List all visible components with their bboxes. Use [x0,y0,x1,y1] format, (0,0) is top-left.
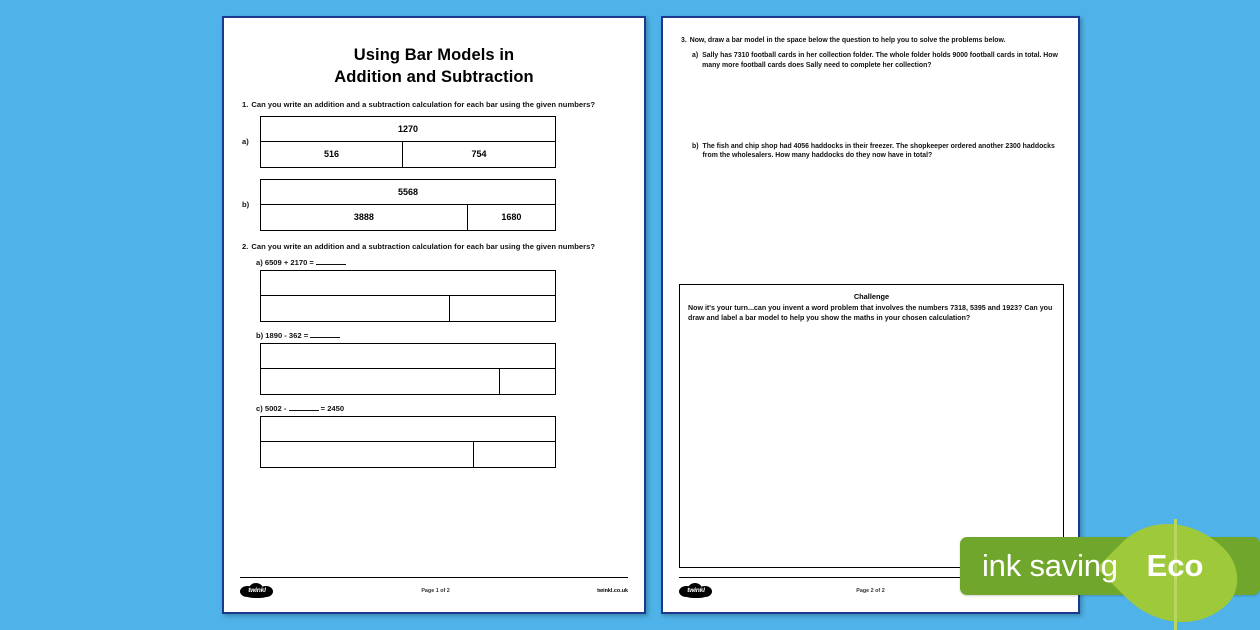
question-2c-answer-blank[interactable] [289,404,319,411]
question-2a-label [256,258,626,267]
question-2-text: Can you write an addition and a subtraction calculation for each bar using the given numbers? [251,241,596,251]
question-3b-workspace[interactable] [681,160,1060,200]
question-2c-expression-pre: c) 5002 - [256,403,287,413]
question-2-number: 2. [242,241,249,251]
bar-model-2b-whole-row[interactable] [260,343,556,369]
bar-model-1b [242,179,538,231]
bar-model-2a-part-2[interactable] [449,296,555,321]
bar-model-1b-part-2: 1680 [467,205,555,230]
question-3a [692,51,1060,70]
question-2b-label [256,331,626,340]
question-3a-text: Sally has 7310 football cards in her collection folder. The whole folder holds 9000 football cards in total. How many more football cards does Sally need to complete her collection? [702,52,1058,69]
question-3b [692,142,1060,161]
page-1-footer [240,577,628,598]
question-2c-label [256,404,626,413]
bar-model-1a-whole: 1270 [397,123,419,134]
question-1-number: 1. [242,99,249,109]
question-3a-workspace[interactable] [681,70,1060,142]
question-1-text: Can you write an addition and a subtraction calculation for each bar using the given numbers? [251,99,596,109]
bar-model-1a-bars [260,116,556,168]
question-2a-expression: a) 6509 + 2170 = [256,257,314,267]
twinkl-logo-icon [240,583,274,598]
bar-model-1a-letter: a) [242,137,249,147]
bar-model-1a-whole-row [260,116,556,142]
question-3a-label: a) [692,52,699,60]
bar-model-2a-parts-row[interactable] [260,296,556,322]
ink-saving-eco-badge [960,537,1260,595]
bar-model-2c-part-2[interactable] [473,442,555,467]
bar-model-1a-part-2: 754 [402,142,555,167]
challenge-text-part-2: the maths in your chosen calculation? [838,313,971,322]
bar-model-2b-whole[interactable] [261,344,555,368]
eco-badge-text: ink saving [982,548,1118,583]
worksheet-page-2[interactable] [661,16,1080,614]
bar-model-1b-whole: 5568 [397,186,419,197]
bar-model-1a-part-1: 516 [324,149,340,160]
page-1-page-number: Page 1 of 2 [421,587,450,594]
page-title [242,44,626,89]
page-1-content [224,18,644,612]
bar-model-1a-parts-row [260,142,556,168]
bar-model-2c[interactable] [260,416,556,468]
bar-model-2c-whole-row[interactable] [260,416,556,442]
question-3b-label: b) [692,142,699,150]
challenge-text-part-1: Now it's your turn...can you invent a word problem that involves the numbers 7318, 5395 and 1923? Can you draw and label a bar model to help you [688,304,1053,322]
page-2-page-number: Page 2 of 2 [856,587,885,594]
question-2c-expression-post: = 2450 [320,403,345,413]
question-1 [242,100,626,110]
worksheet-page-1[interactable] [222,16,646,614]
bar-model-1b-part-1: 3888 [353,212,374,223]
challenge-title: Challenge [853,292,890,301]
twinkl-logo-text: twinkl [687,587,705,594]
page-1-footer-url: twinkl.co.uk [597,587,628,594]
bar-model-1b-whole-row [260,179,556,205]
question-2a-answer-blank[interactable] [316,258,346,265]
twinkl-logo-icon [679,583,713,598]
bar-model-1b-letter: b) [242,200,250,210]
bar-model-2c-whole[interactable] [261,417,555,441]
bar-model-2b[interactable] [260,343,556,395]
question-3b-text: The fish and chip shop had 4056 haddocks in their freezer. The shopkeeper ordered another 2300 haddocks from the wholesalers. How many haddocks do they now have in total? [702,142,1055,159]
challenge-box[interactable] [679,284,1064,568]
bar-model-2b-parts-row[interactable] [260,369,556,395]
question-2 [242,242,626,252]
bar-model-2b-part-1[interactable] [261,369,499,394]
bar-model-2c-parts-row[interactable] [260,442,556,468]
bar-model-1a [242,116,538,168]
question-3-number: 3. [681,37,687,44]
bar-model-1b-parts-row [260,205,556,231]
challenge-text-emphasis: show [820,313,839,322]
page-title-line-2: Addition and Subtraction [334,68,534,87]
bar-model-2b-part-2[interactable] [499,369,555,394]
question-1-bar-models [242,116,538,231]
page-title-line-1: Using Bar Models in [353,46,515,64]
bar-model-2a-whole-row[interactable] [260,270,556,296]
bar-model-2c-part-1[interactable] [261,442,473,467]
question-3 [681,36,1060,45]
twinkl-logo-text: twinkl [248,587,266,594]
eco-badge-leaf-label: Eco [1146,548,1204,583]
challenge-text [688,304,1055,323]
bar-model-2a-whole[interactable] [261,271,555,295]
bar-model-1b-bars [260,179,556,231]
question-3-text: Now, draw a bar model in the space below the question to help you to solve the problems below. [689,37,1006,44]
question-2b-expression: b) 1890 - 362 = [256,330,309,340]
bar-model-2a[interactable] [260,270,556,322]
bar-model-2a-part-1[interactable] [261,296,449,321]
question-2b-answer-blank[interactable] [310,331,340,338]
